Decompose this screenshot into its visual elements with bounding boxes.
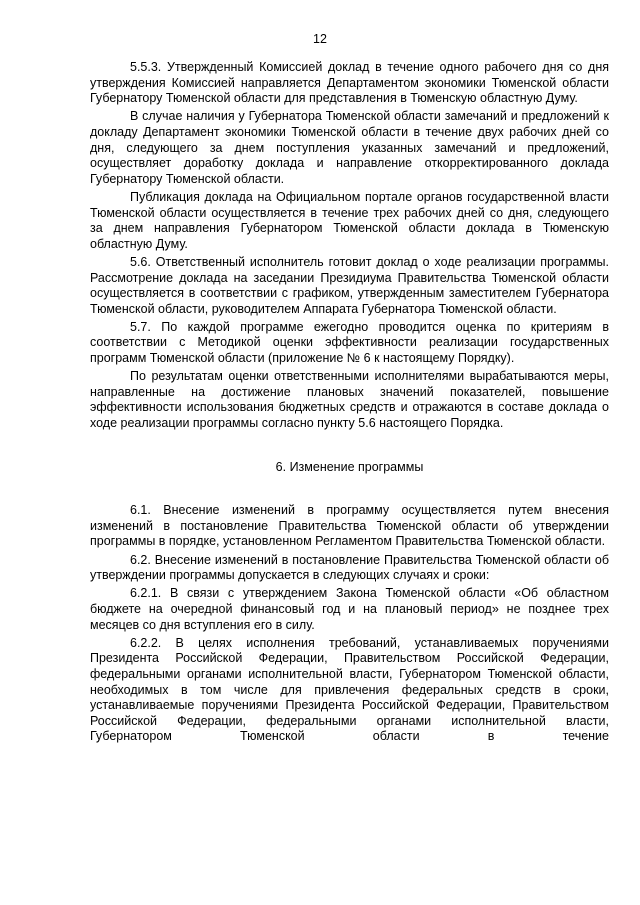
paragraph-5-7: 5.7. По каждой программе ежегодно проводится оценка по критериям в соответствии с Методикой оценки эффективности реализации государственных программ Тюменской области (приложение № 6 к настоящему Порядку).	[90, 319, 609, 366]
paragraph-5-5-3: 5.5.3. Утвержденный Комиссией доклад в течение одного рабочего дня со дня утверждения Комиссией направляется Департаментом экономики Тюменской области Губернатору Тюменской области для представления в Тюменскую областную Думу.	[90, 60, 609, 106]
document-body	[90, 60, 609, 748]
section-heading: 6. Изменение программы	[275, 459, 424, 474]
paragraph-5-6: 5.6. Ответственный исполнитель готовит доклад о ходе реализации программы. Рассмотрение доклада на заседании Президиума Правительства Тюменской области осуществляется в соответствии с графиком, утвержденным заместителем Губернатора Тюменской области, руководителем Аппарата Губернатора Тюменской области.	[90, 254, 609, 316]
paragraph-6-2-2: 6.2.2. В целях исполнения требований, устанавливаемых поручениями Президента Российской Федерации, Правительством Российской Федерации, федеральными органами исполнительной власти, Губернатором Тюменской области, необходимых в том числе для привлечения федеральных средств в сроки, устанавливаемые поручениями Президента Российской Федерации, Правительством Российской Федерации, федеральными органами исполнительной власти, Губернатором Тюменской области в течение	[90, 635, 609, 744]
paragraph-6-2: 6.2. Внесение изменений в постановление Правительства Тюменской области об утверждении программы допускается в следующих случаях и сроки:	[90, 552, 609, 583]
paragraph-evaluation-results: По результатам оценки ответственными исполнителями вырабатываются меры, направленные на достижение плановых значений показателей, повышение эффективности использования бюджетных средств и отражаются в составе доклада о ходе реализации программы согласно пункту 5.6 настоящего Порядка.	[90, 369, 609, 431]
paragraph-remarks: В случае наличия у Губернатора Тюменской области замечаний и предложений к докладу Департамент экономики Тюменской области в течение двух рабочих дней со дня, следующего за днем поступления указанных замечаний и предложений, осуществляет доработку доклада и направление откорректированного доклада Губернатору Тюменской области.	[90, 109, 609, 186]
paragraph-6-1: 6.1. Внесение изменений в программу осуществляется путем внесения изменений в постановление Правительства Тюменской области об утверждении программы в порядке, установленном Регламентом Правительства Тюменской области.	[90, 503, 609, 549]
paragraph-publication: Публикация доклада на Официальном портале органов государственной власти Тюменской области осуществляется в течение трех рабочих дней со дня, следующего за днем направления Губернатором Тюменской области доклада в Тюменскую областную Думу.	[90, 189, 609, 251]
paragraph-6-2-1: 6.2.1. В связи с утверждением Закона Тюменской области «Об областном бюджете на очередной финансовый год и на плановый период» не позднее трех месяцев со дня вступления его в силу.	[90, 586, 609, 632]
page-number: 12	[313, 32, 327, 46]
